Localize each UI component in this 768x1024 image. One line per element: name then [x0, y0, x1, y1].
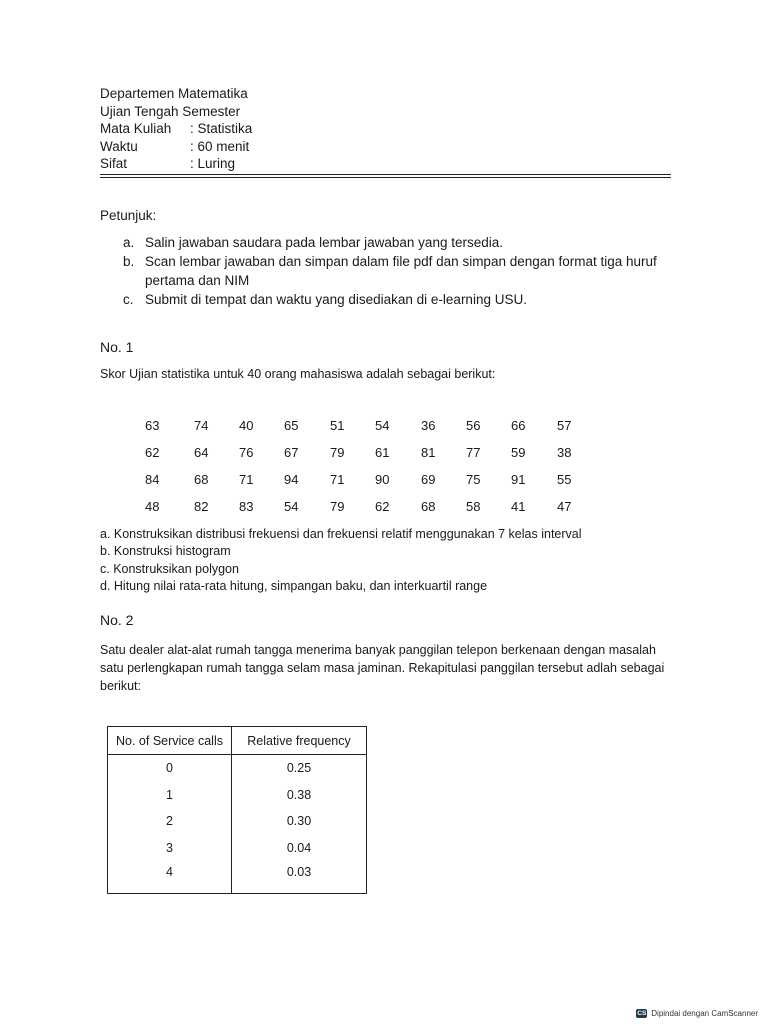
- camscanner-watermark: [636, 1009, 758, 1018]
- table-row: [108, 782, 367, 809]
- list-marker: c.: [123, 292, 134, 307]
- column-header: Relative frequency: [232, 727, 367, 755]
- table-row: [108, 835, 367, 862]
- score-row: [145, 418, 585, 445]
- field-label: Mata Kuliah: [100, 121, 172, 136]
- question-2-text: Satu dealer alat-alat rumah tangga menerima banyak panggilan telepon berkenaan dengan masalah satu perlengkapan rumah tangga selam masa jaminan. Rekapitulasi panggilan tersebut adlah sebagai berikut:: [100, 643, 665, 693]
- score-cell: 90: [375, 472, 390, 487]
- score-cell: 79: [330, 499, 345, 514]
- field-label: Sifat: [100, 156, 128, 171]
- score-cell: 61: [375, 445, 390, 460]
- question-1-tasks: [100, 526, 582, 595]
- column-header: No. of Service calls: [108, 727, 232, 755]
- camscanner-text: Dipindai dengan CamScanner: [651, 1009, 758, 1018]
- table-cell: 0.25: [232, 755, 367, 782]
- list-item: [123, 290, 665, 309]
- score-cell: 54: [375, 418, 390, 433]
- score-cell: 55: [557, 472, 572, 487]
- table-cell: 0.03: [232, 861, 367, 894]
- score-cell: 71: [239, 472, 254, 487]
- score-cell: 41: [511, 499, 526, 514]
- score-cell: 77: [466, 445, 481, 460]
- department-name: Departemen Matematika: [100, 86, 248, 101]
- score-cell: 57: [557, 418, 572, 433]
- score-cell: 51: [330, 418, 345, 433]
- field-value: : Luring: [190, 156, 236, 171]
- question-2-heading: No. 2: [100, 612, 134, 628]
- table-cell: 0.04: [232, 835, 367, 862]
- table-cell: 4: [108, 861, 232, 894]
- score-row: [145, 445, 585, 472]
- header-divider-bottom: [100, 177, 671, 178]
- score-cell: 82: [194, 499, 209, 514]
- field-label: Waktu: [100, 138, 138, 154]
- score-cell: 62: [375, 499, 390, 514]
- score-cell: 81: [421, 445, 436, 460]
- task-item: d. Hitung nilai rata-rata hitung, simpangan baku, dan interkuartil range: [100, 578, 488, 593]
- table-cell: 0.30: [232, 808, 367, 835]
- score-cell: 94: [284, 472, 299, 487]
- header-divider-top: [100, 174, 671, 175]
- table-cell: 2: [108, 808, 232, 835]
- table-cell: 3: [108, 835, 232, 862]
- service-calls-table: [107, 726, 367, 894]
- score-cell: 67: [284, 445, 299, 460]
- task-item: a. Konstruksikan distribusi frekuensi dan frekuensi relatif menggunakan 7 kelas interval: [100, 527, 582, 541]
- score-cell: 74: [194, 418, 209, 433]
- field-time: [100, 138, 672, 156]
- table-row: [108, 861, 367, 894]
- score-cell: 91: [511, 472, 526, 487]
- list-text: Salin jawaban saudara pada lembar jawaban yang tersedia.: [145, 235, 503, 250]
- table-cell: 0.38: [232, 782, 367, 809]
- score-cell: 69: [421, 472, 436, 487]
- field-value: : 60 menit: [190, 138, 250, 154]
- instructions-title: Petunjuk:: [100, 208, 157, 223]
- score-cell: 68: [194, 472, 209, 487]
- score-cell: 58: [466, 499, 481, 514]
- list-text: Scan lembar jawaban dan simpan dalam file pdf dan simpan dengan format tiga huruf pertama dan NIM: [145, 254, 657, 288]
- score-cell: 48: [145, 499, 160, 514]
- field-course: [100, 120, 672, 138]
- field-value: : Statistika: [190, 121, 253, 136]
- list-marker: b.: [123, 254, 135, 269]
- score-row: [145, 499, 585, 526]
- task-item: b. Konstruksi histogram: [100, 544, 231, 559]
- score-cell: 54: [284, 499, 299, 514]
- instructions-list: [123, 233, 665, 309]
- list-item: [123, 233, 665, 252]
- score-cell: 59: [511, 445, 526, 460]
- score-cell: 56: [466, 418, 481, 433]
- score-cell: 47: [557, 499, 572, 514]
- table-cell: 1: [108, 782, 232, 809]
- camscanner-logo-icon: CS: [637, 1010, 647, 1017]
- table-row: [108, 755, 367, 782]
- score-cell: 83: [239, 499, 254, 514]
- table-row: [108, 808, 367, 835]
- list-marker: a.: [123, 235, 135, 250]
- score-cell: 40: [239, 418, 254, 433]
- question-1-heading: No. 1: [100, 339, 134, 355]
- field-mode: [100, 155, 672, 173]
- score-grid: [145, 418, 585, 526]
- score-cell: 36: [421, 418, 436, 433]
- score-row: [145, 472, 585, 499]
- score-cell: 71: [330, 472, 345, 487]
- table-header-row: [108, 727, 367, 755]
- table-cell: 0: [108, 755, 232, 782]
- score-cell: 65: [284, 418, 299, 433]
- task-item: c. Konstruksikan polygon: [100, 561, 239, 576]
- score-cell: 62: [145, 445, 160, 460]
- exam-header: [100, 85, 672, 173]
- score-cell: 75: [466, 472, 481, 487]
- list-text: Submit di tempat dan waktu yang disediakan di e-learning USU.: [145, 292, 527, 307]
- score-cell: 38: [557, 445, 572, 460]
- score-cell: 63: [145, 418, 160, 433]
- list-item: [123, 252, 665, 290]
- score-cell: 84: [145, 472, 160, 487]
- exam-type: Ujian Tengah Semester: [100, 103, 241, 119]
- score-cell: 76: [239, 445, 254, 460]
- score-cell: 64: [194, 445, 209, 460]
- score-cell: 79: [330, 445, 345, 460]
- score-cell: 68: [421, 499, 436, 514]
- score-cell: 66: [511, 418, 526, 433]
- question-1-intro: Skor Ujian statistika untuk 40 orang mahasiswa adalah sebagai berikut:: [100, 367, 496, 381]
